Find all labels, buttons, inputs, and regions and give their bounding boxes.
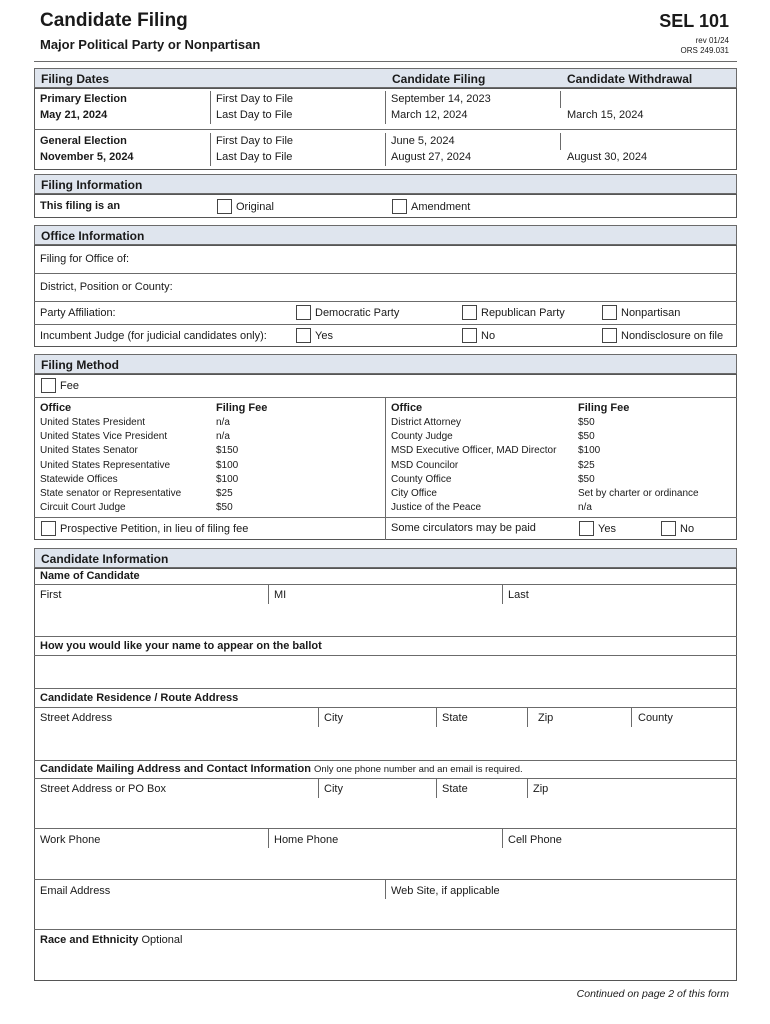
mailing-address-field[interactable] [36,799,735,826]
filing-information-row [34,194,737,218]
residence-street-label: Street Address [40,712,113,724]
general-election-label: General Election [40,135,127,147]
residence-county-label: County [638,712,673,724]
primary-last-day-label: Last Day to File [216,109,293,121]
fee-amount: $100 [216,459,239,471]
residence-city-label: City [324,712,343,724]
mailing-zip-label: Zip [533,783,549,795]
residence-zip-label: Zip [538,712,554,724]
office-name: United States Vice President [40,431,168,443]
filing-type-label: This filing is an [40,200,121,212]
mailing-state-label: State [442,783,468,795]
circulators-label: Some circulators may be paid [391,522,536,534]
residence-address-field[interactable] [36,728,735,758]
candidate-information-header: Candidate Information [34,548,737,568]
email-field[interactable] [36,900,383,928]
amendment-checkbox[interactable] [392,199,407,214]
office-name: MSD Councilor [391,459,459,471]
ballot-name-field[interactable] [36,657,735,687]
residence-address-heading: Candidate Residence / Route Address [40,692,239,704]
fee-amount: $25 [216,488,233,500]
first-name-label: First [40,589,62,601]
general-filing-last: August 27, 2024 [391,151,472,163]
right-fees-list [578,416,699,515]
fee-amount: n/a [216,417,230,428]
primary-filing-last: March 12, 2024 [391,109,468,121]
race-note: Optional [141,934,183,946]
nondisclosure-checkbox[interactable] [602,328,617,343]
form-id: SEL 101 [659,11,729,31]
republican-checkbox[interactable] [462,305,477,320]
cell-phone-field[interactable] [504,849,734,877]
circulators-no-label: No [680,523,695,535]
general-withdrawal-date: August 30, 2024 [567,151,648,163]
right-offices-list [391,416,556,515]
office-name: United States Senator [40,445,138,457]
race-heading-text: Race and Ethnicity [40,934,139,946]
filing-dates-header: Filing Dates Candidate Filing Candidate Withdrawal [34,68,737,88]
primary-filing-first: September 14, 2023 [391,93,491,105]
circulators-no-checkbox[interactable] [661,521,676,536]
last-name-label: Last [508,589,529,601]
mailing-address-heading [40,763,523,775]
fee-amount: $25 [578,459,595,471]
office-name: City Office [391,488,437,500]
filing-method-header: Filing Method [34,354,737,374]
left-offices-list [40,416,181,515]
fee-amount: $50 [578,473,595,485]
democratic-label: Democratic Party [315,307,400,319]
primary-withdrawal-date: March 15, 2024 [567,109,644,121]
nonpartisan-checkbox[interactable] [602,305,617,320]
office-name: Statewide Offices [40,473,118,485]
fee-amount: $50 [578,417,595,428]
website-field[interactable] [388,900,735,928]
office-name: United States President [40,417,146,428]
last-name-field[interactable] [504,604,734,634]
incumbent-yes-label: Yes [315,330,333,342]
cell-phone-label: Cell Phone [508,834,562,846]
middle-initial-label: MI [274,589,287,601]
fee-amount: $100 [216,473,239,485]
general-first-day-label: First Day to File [216,135,294,147]
fee-label: Fee [60,380,79,392]
circulators-yes-checkbox[interactable] [579,521,594,536]
right-fee-col-header: Filing Fee [578,402,630,414]
fee-amount: n/a [578,502,592,514]
race-ethnicity-field[interactable] [36,950,735,979]
primary-election-label: Primary Election [40,93,127,105]
fee-amount: $100 [578,445,601,457]
right-office-col-header: Office [391,402,423,414]
general-filing-first: June 5, 2024 [391,135,455,147]
page-title: Candidate Filing [40,10,188,31]
primary-first-day-label: First Day to File [216,93,294,105]
district-field[interactable] [190,276,730,298]
general-last-day-label: Last Day to File [216,151,293,163]
nonpartisan-label: Nonpartisan [621,307,681,319]
incumbent-no-label: No [481,330,496,342]
race-ethnicity-heading [40,934,182,946]
office-name: District Attorney [391,417,462,428]
name-of-candidate-heading: Name of Candidate [40,570,140,582]
office-field[interactable] [180,248,730,270]
district-field-label: District, Position or County: [40,281,173,293]
mailing-street-label: Street Address or PO Box [40,783,166,795]
nondisclosure-label: Nondisclosure on file [621,330,724,342]
office-name: County Judge [391,431,453,443]
amendment-label: Amendment [411,201,471,213]
middle-initial-field[interactable] [270,604,500,634]
republican-label: Republican Party [481,307,565,319]
page-subtitle: Major Political Party or Nonpartisan [40,37,261,52]
party-affiliation-label: Party Affiliation: [40,307,116,319]
mailing-note: Only one phone number and an email is required. [314,764,523,775]
office-name: Circuit Court Judge [40,502,126,514]
left-office-col-header: Office [40,402,72,414]
office-name: State senator or Representative [40,488,182,500]
left-fees-list [216,416,238,515]
office-field-label: Filing for Office of: [40,253,130,265]
ballot-name-heading: How you would like your name to appear on the ballot [40,640,322,652]
incumbent-no-checkbox[interactable] [462,328,477,343]
form-revision: rev 01/24 [695,36,729,45]
original-label: Original [236,201,274,213]
mailing-city-label: City [324,783,343,795]
petition-checkbox[interactable] [41,521,56,536]
general-election-date: November 5, 2024 [40,151,134,163]
incumbent-judge-label: Incumbent Judge (for judicial candidates only): [40,330,267,342]
left-fee-col-header: Filing Fee [216,402,268,414]
fee-amount: n/a [216,431,230,443]
office-name: Justice of the Peace [391,502,482,514]
first-name-field[interactable] [36,604,266,634]
home-phone-label: Home Phone [274,834,339,846]
form-statute: ORS 249.031 [680,46,729,55]
fee-amount: $50 [216,502,233,514]
circulators-yes-label: Yes [598,523,616,535]
democratic-checkbox[interactable] [296,305,311,320]
fee-checkbox[interactable] [41,378,56,393]
office-information-header: Office Information [34,225,737,245]
website-label: Web Site, if applicable [391,885,500,897]
work-phone-label: Work Phone [40,834,101,846]
email-label: Email Address [40,885,111,897]
continued-note: Continued on page 2 of this form [576,988,729,1000]
primary-election-date: May 21, 2024 [40,109,108,121]
petition-label: Prospective Petition, in lieu of filing fee [60,523,249,535]
fee-amount: $50 [578,431,595,443]
office-name: MSD Executive Officer, MAD Director [391,445,557,457]
office-name: County Office [391,473,452,485]
office-name: United States Representative [40,459,171,471]
fee-amount: Set by charter or ordinance [578,488,699,500]
original-checkbox[interactable] [217,199,232,214]
residence-state-label: State [442,712,468,724]
home-phone-field[interactable] [270,849,500,877]
incumbent-yes-checkbox[interactable] [296,328,311,343]
header-rule [34,61,737,62]
filing-information-header: Filing Information [34,174,737,194]
work-phone-field[interactable] [36,849,266,877]
mailing-heading-text: Candidate Mailing Address and Contact Information [40,763,311,775]
fee-amount: $150 [216,445,239,457]
